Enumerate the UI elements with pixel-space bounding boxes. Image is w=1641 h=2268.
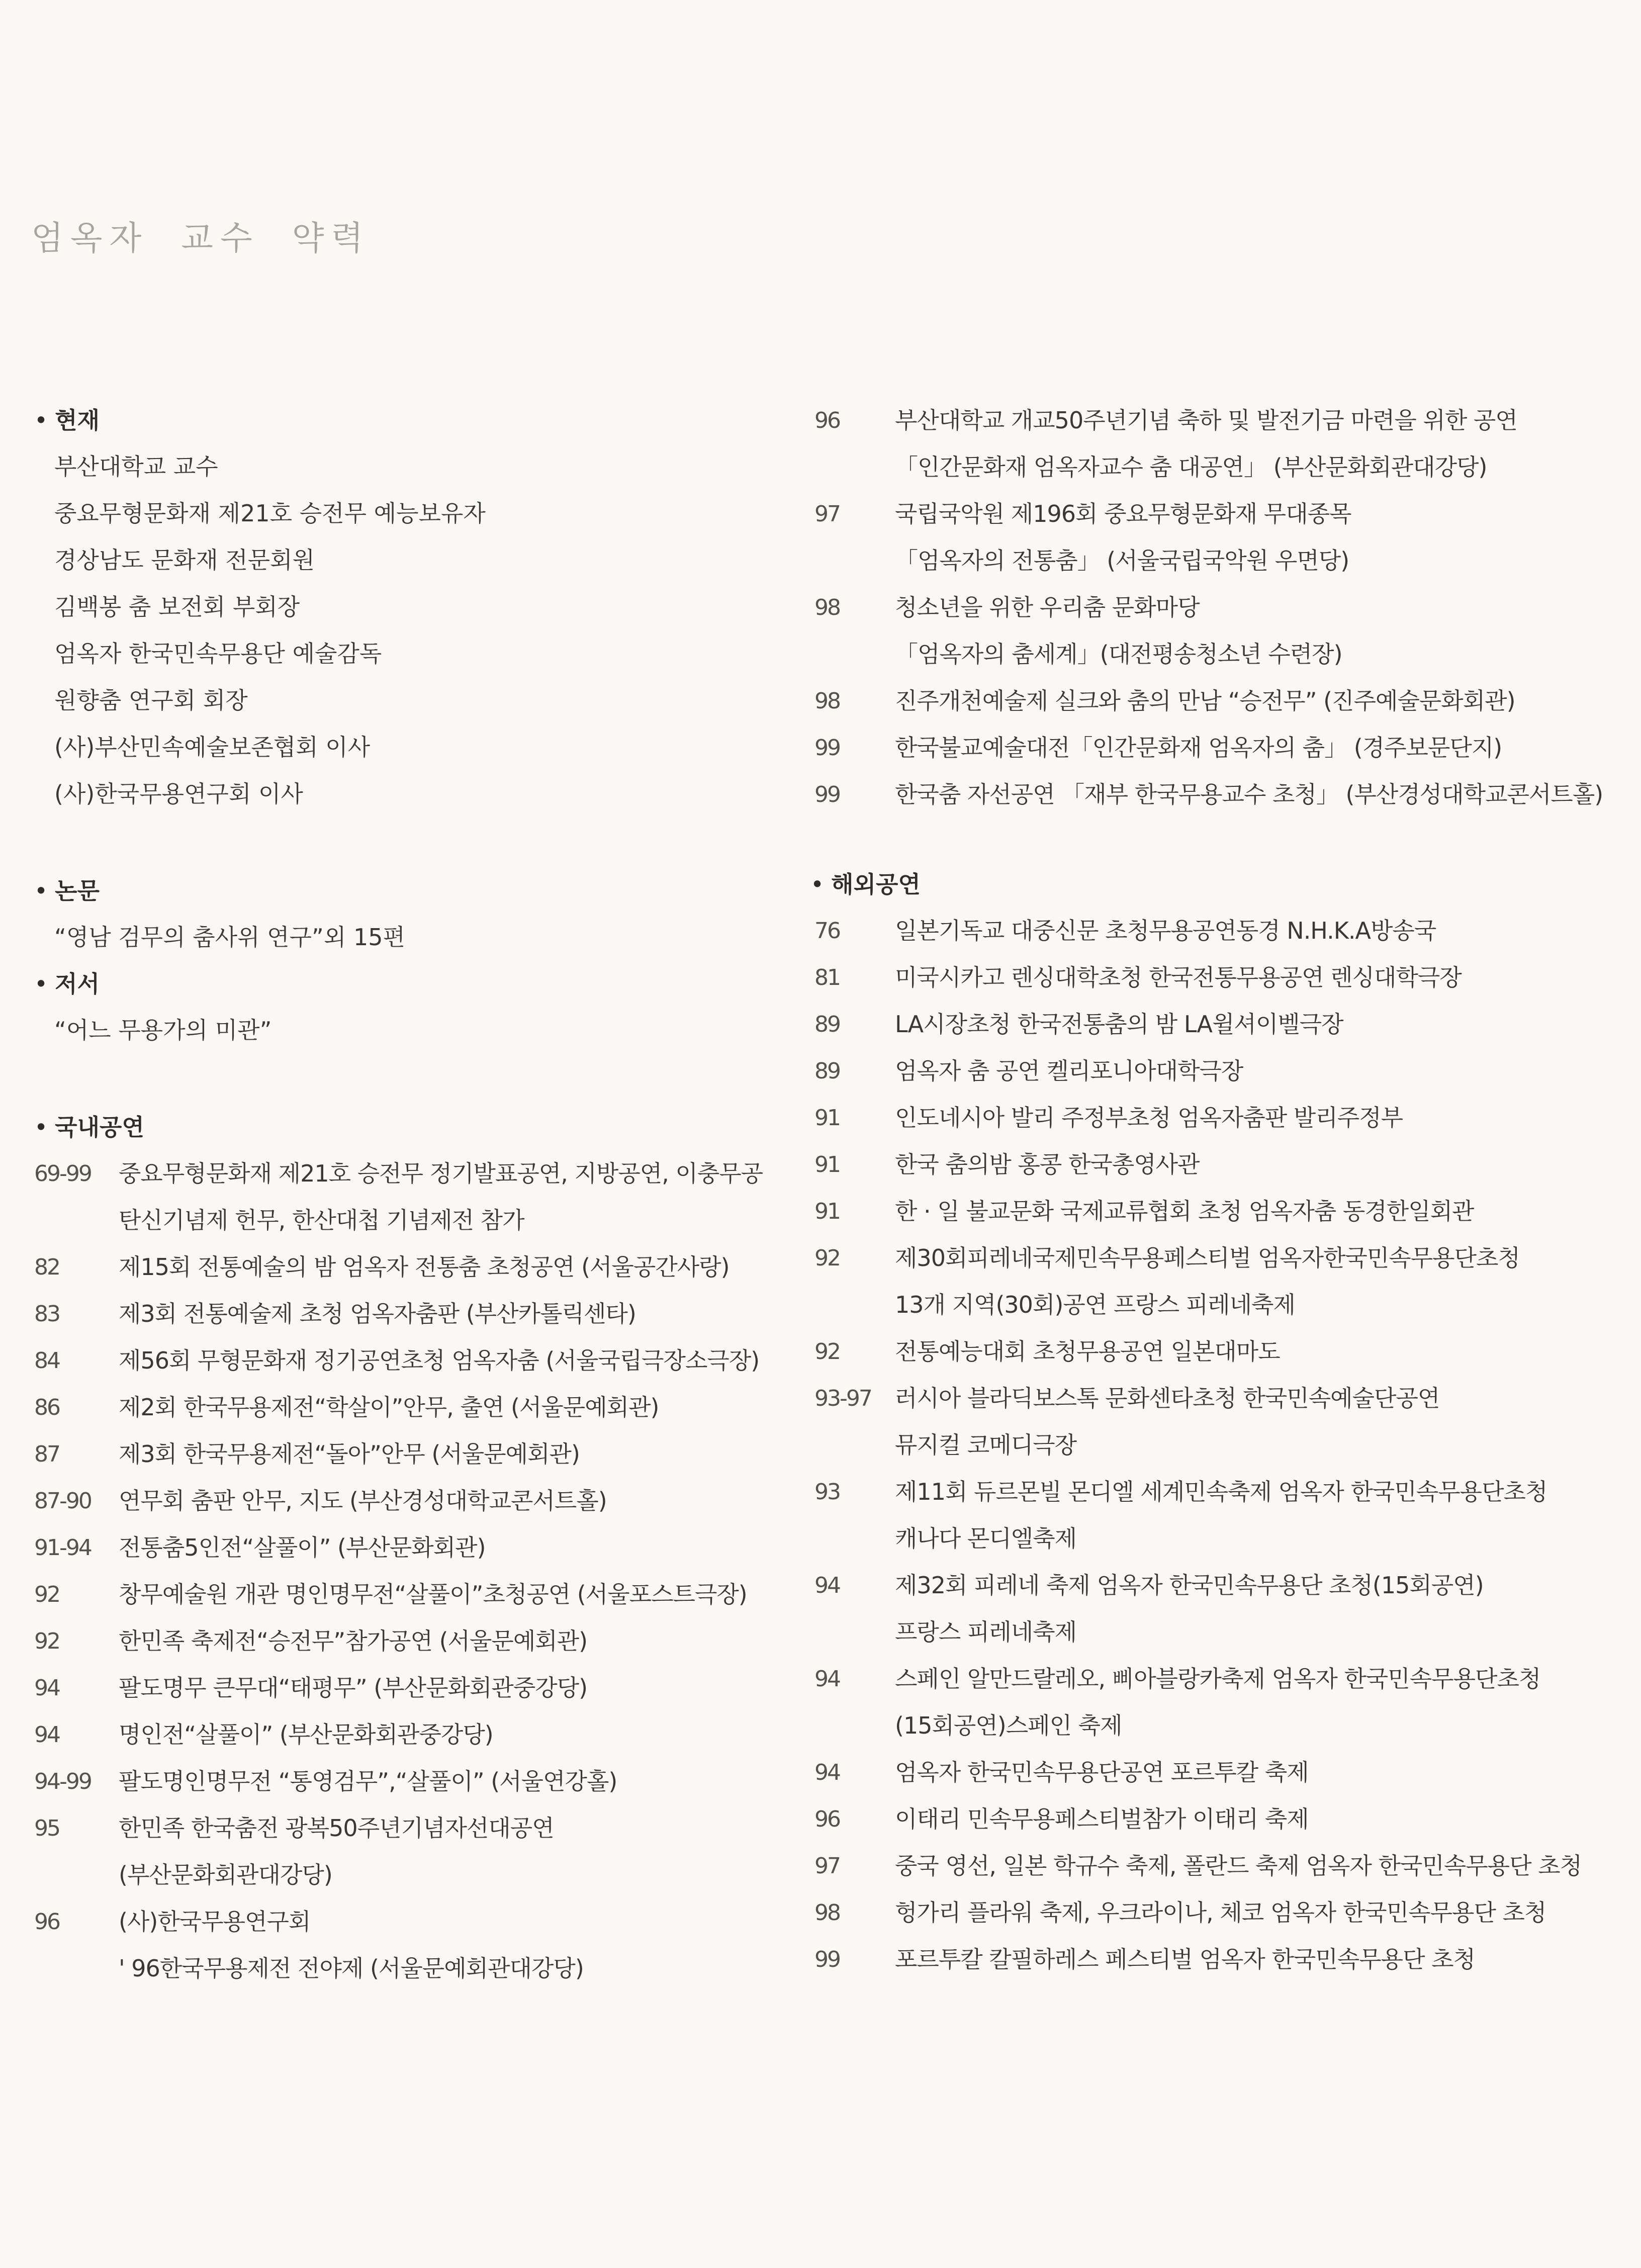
overseas-entry	[810, 1048, 1610, 1095]
entry-year: 97	[814, 1853, 840, 1879]
domestic-entry	[34, 1337, 778, 1384]
entry-year: 99	[814, 735, 840, 761]
overseas-entry	[810, 1141, 1610, 1188]
entry-text: 한민족 축제전“승전무”참가공연 (서울문예회관)	[119, 1627, 588, 1655]
entry-text: 국립국악원 제196회 중요무형문화재 무대종목	[895, 500, 1351, 527]
current-item: 김백봉 춤 보전회 부회장	[54, 593, 300, 620]
entry-year: 99	[814, 1947, 840, 1972]
entry-text: 창무예술원 개관 명인명무전“살풀이”초청공연 (서울포스트극장)	[119, 1581, 747, 1608]
domestic-entry	[34, 1150, 778, 1244]
domestic-entry	[34, 1571, 778, 1618]
overseas-entry	[810, 1235, 1610, 1328]
domestic-entry	[34, 1431, 778, 1478]
entry-year: 94	[814, 1573, 840, 1598]
entry-year: 96	[34, 1909, 59, 1935]
entry-year: 94	[34, 1722, 59, 1748]
entry-text: 제32회 피레네 축제 엄옥자 한국민속무용단 초청(15회공연)	[895, 1572, 1484, 1599]
entry-year: 96	[814, 408, 840, 433]
entry-year: 97	[814, 501, 840, 527]
entry-year: 81	[814, 965, 840, 990]
entry-text: 일본기독교 대중신문 초청무용공연동경 N.H.K.A방송국	[895, 917, 1436, 944]
overseas-entry	[810, 1936, 1610, 1983]
domestic-section	[34, 1104, 778, 1992]
entry-year: 87-90	[34, 1488, 91, 1514]
entry-year: 89	[814, 1058, 840, 1084]
entry-text: 한국불교예술대전「인간문화재 엄옥자의 춤」 (경주보문단지)	[895, 734, 1502, 761]
entry-text: 이태리 민속무용페스티벌참가 이태리 축제	[895, 1805, 1309, 1833]
entry-year: 82	[34, 1254, 59, 1280]
bullet-icon: •	[34, 407, 48, 434]
entry-year: 89	[814, 1012, 840, 1037]
entry-year: 99	[814, 782, 840, 807]
entry-year: 94	[814, 1760, 840, 1785]
entry-year: 93	[814, 1479, 840, 1505]
entry-text: 제2회 한국무용제전“학살이”안무, 출연 (서울문예회관)	[119, 1394, 659, 1421]
entry-year: 92	[814, 1245, 840, 1271]
section-title-papers: • 논문	[34, 868, 778, 914]
entry-year: 98	[814, 595, 840, 620]
entry-year: 76	[814, 918, 840, 944]
entry-year: 94	[34, 1675, 59, 1701]
overseas-entry	[810, 954, 1610, 1001]
entry-text: 한국 춤의밤 홍콩 한국총영사관	[895, 1151, 1200, 1178]
right-column	[810, 397, 1610, 1983]
entry-text: 포르투칼 칼필하레스 페스티벌 엄옥자 한국민속무용단 초청	[895, 1946, 1476, 1973]
domestic-entry	[34, 1618, 778, 1665]
entry-text: (부산문화회관대강당)	[119, 1861, 332, 1888]
domestic_cont-entry	[810, 584, 1610, 678]
entry-year: 98	[814, 688, 840, 714]
overseas-entry	[810, 1328, 1610, 1375]
entry-year: 91	[814, 1152, 840, 1177]
domestic-entry	[34, 1805, 778, 1898]
domestic-entry	[34, 1478, 778, 1524]
entry-text: 전통예능대회 초청무용공연 일본대마도	[895, 1338, 1280, 1365]
current-item: 엄옥자 한국민속무용단 예술감독	[54, 640, 382, 667]
overseas-entry	[810, 1095, 1610, 1141]
books-section	[34, 961, 778, 1054]
domestic-entry	[34, 1665, 778, 1711]
domestic-entry	[34, 1758, 778, 1805]
entry-text: 한국춤 자선공연 「재부 한국무용교수 초청」 (부산경성대학교콘서트홀)	[895, 781, 1603, 808]
overseas-section	[810, 861, 1610, 1983]
domestic-entry	[34, 1384, 778, 1431]
entry-year: 95	[34, 1816, 59, 1841]
section-title-overseas: • 해외공연	[810, 861, 1610, 908]
overseas-entry	[810, 908, 1610, 954]
section-title-books: • 저서	[34, 961, 778, 1007]
entry-text: 팔도명무 큰무대“태평무” (부산문화회관중강당)	[119, 1674, 588, 1701]
overseas-entry	[810, 1796, 1610, 1843]
entry-year: 69-99	[34, 1161, 91, 1187]
entry-text: 제56회 무형문화재 정기공연초청 엄옥자춤 (서울국립극장소극장)	[119, 1347, 760, 1374]
entry-text: 중요무형문화재 제21호 승전무 정기발표공연, 지방공연, 이충무공	[119, 1160, 763, 1187]
entry-year: 94	[814, 1666, 840, 1692]
books-item: “어느 무용가의 미관”	[54, 1017, 272, 1044]
domestic_cont-entry	[810, 491, 1610, 584]
entry-text: 「인간문화재 엄옥자교수 춤 대공연」 (부산문화회관대강당)	[895, 453, 1487, 481]
entry-text: 중국 영선, 일본 학규수 축제, 폴란드 축제 엄옥자 한국민속무용단 초청	[895, 1852, 1582, 1879]
overseas-entry	[810, 1889, 1610, 1936]
domestic_cont-entry	[810, 678, 1610, 724]
entry-year: 98	[814, 1900, 840, 1926]
overseas-entry	[810, 1562, 1610, 1656]
entry-text: 청소년을 위한 우리춤 문화마당	[895, 594, 1200, 621]
entry-text: 러시아 블라딕보스톡 문화센타초청 한국민속예술단공연	[895, 1385, 1440, 1412]
entry-text: 스페인 알만드랄레오, 삐아블랑카축제 엄옥자 한국민속무용단초청	[895, 1665, 1541, 1692]
overseas-entry	[810, 1375, 1610, 1469]
entry-text: 한민족 한국춤전 광복50주년기념자선대공연	[119, 1815, 554, 1842]
current-item: (사)한국무용연구회 이사	[54, 780, 303, 807]
section-title-current: • 현재	[34, 397, 778, 443]
entry-year: 86	[34, 1395, 59, 1420]
entry-text: (사)한국무용연구회	[119, 1908, 311, 1935]
overseas-entry	[810, 1749, 1610, 1796]
overseas-entry	[810, 1656, 1610, 1749]
entry-text: (15회공연)스페인 축제	[895, 1712, 1122, 1739]
entry-text: 제3회 전통예술제 초청 엄옥자춤판 (부산카톨릭센타)	[119, 1300, 636, 1327]
overseas-entry	[810, 1469, 1610, 1562]
entry-year: 83	[34, 1301, 59, 1327]
entry-text: 엄옥자 춤 공연 켈리포니아대학극장	[895, 1057, 1243, 1084]
entry-text: 인도네시아 발리 주정부초청 엄옥자춤판 발리주정부	[895, 1104, 1403, 1131]
entry-text: 캐나다 몬디엘축제	[895, 1525, 1077, 1552]
current-section	[34, 397, 778, 818]
overseas-entry	[810, 1843, 1610, 1889]
current-item: 원향춤 연구회 회장	[54, 687, 248, 714]
entry-year: 96	[814, 1806, 840, 1832]
page-title: 엄옥자 교수 약력	[31, 219, 371, 257]
entry-text: 전통춤5인전“살풀이” (부산문화회관)	[119, 1534, 486, 1561]
bullet-icon: •	[34, 970, 48, 997]
entry-year: 94-99	[34, 1769, 91, 1794]
entry-text: 뮤지컬 코메디극장	[895, 1431, 1077, 1459]
entry-text: 미국시카고 렌싱대학초청 한국전통무용공연 렌싱대학극장	[895, 964, 1462, 991]
papers-item: “영남 검무의 춤사위 연구”외 15편	[54, 924, 405, 951]
entry-year: 93-97	[814, 1386, 871, 1411]
entry-text: ' 96한국무용제전 전야제 (서울문예회관대강당)	[119, 1955, 584, 1982]
entry-year: 92	[34, 1628, 59, 1654]
domestic-entry	[34, 1244, 778, 1291]
entry-year: 84	[34, 1348, 59, 1374]
domestic-entry	[34, 1711, 778, 1758]
bullet-icon: •	[34, 877, 48, 904]
current-item: 경상남도 문화재 전문회원	[54, 547, 315, 574]
current-item: 중요무형문화재 제21호 승전무 예능보유자	[54, 500, 486, 527]
entry-text: 한 · 일 불교문화 국제교류협회 초청 엄옥자춤 동경한일회관	[895, 1198, 1474, 1225]
entry-text: 「엄옥자의 전통춤」 (서울국립국악원 우면당)	[895, 547, 1349, 574]
entry-text: 13개 지역(30회)공연 프랑스 피레네축제	[895, 1291, 1295, 1318]
entry-text: 탄신기념제 헌무, 한산대첩 기념제전 참가	[119, 1207, 524, 1234]
entry-year: 91-94	[34, 1535, 91, 1561]
domestic-entry	[34, 1898, 778, 1992]
domestic_cont-entry	[810, 724, 1610, 771]
entry-text: 엄옥자 한국민속무용단공연 포르투칼 축제	[895, 1759, 1309, 1786]
current-item: (사)부산민속예술보존협회 이사	[54, 734, 371, 761]
domestic_cont-entry	[810, 397, 1610, 491]
domestic-cont-section	[810, 397, 1610, 818]
overseas-entry	[810, 1188, 1610, 1235]
entry-text: 명인전“살풀이” (부산문화회관중강당)	[119, 1721, 493, 1748]
domestic_cont-entry	[810, 771, 1610, 818]
entry-text: 팔도명인명무전 “통영검무”,“살풀이” (서울연강홀)	[119, 1768, 617, 1795]
entry-text: 「엄옥자의 춤세계」(대전평송청소년 수련장)	[895, 641, 1342, 668]
bullet-icon: •	[34, 1114, 48, 1141]
entry-text: 제30회피레네국제민속무용페스티벌 엄옥자한국민속무용단초청	[895, 1244, 1520, 1272]
entry-year: 91	[814, 1199, 840, 1224]
entry-year: 91	[814, 1105, 840, 1131]
bullet-icon: •	[810, 871, 825, 898]
entry-text: 제15회 전통예술의 밤 엄옥자 전통춤 초청공연 (서울공간사랑)	[119, 1253, 730, 1281]
entry-text: 진주개천예술제 실크와 춤의 만남 “승전무” (진주예술문화회관)	[895, 687, 1515, 714]
entry-text: 제3회 한국무용제전“돌아”안무 (서울문예회관)	[119, 1440, 580, 1468]
entry-year: 92	[34, 1582, 59, 1607]
entry-text: 제11회 듀르몬빌 몬디엘 세계민속축제 엄옥자 한국민속무용단초청	[895, 1478, 1547, 1505]
papers-section	[34, 868, 778, 961]
current-item: 부산대학교 교수	[54, 453, 218, 480]
domestic-entry	[34, 1524, 778, 1571]
entry-text: 연무회 춤판 안무, 지도 (부산경성대학교콘서트홀)	[119, 1487, 607, 1514]
entry-text: 프랑스 피레네축제	[895, 1618, 1077, 1646]
section-title-domestic: • 국내공연	[34, 1104, 778, 1150]
overseas-entry	[810, 1001, 1610, 1048]
entry-year: 92	[814, 1339, 840, 1365]
entry-text: LA시장초청 한국전통춤의 밤 LA윌셔이벨극장	[895, 1011, 1343, 1038]
entry-year: 87	[34, 1441, 59, 1467]
entry-text: 헝가리 플라워 축제, 우크라이나, 체코 엄옥자 한국민속무용단 초청	[895, 1899, 1546, 1926]
left-column	[34, 397, 778, 1992]
domestic-entry	[34, 1291, 778, 1337]
entry-text: 부산대학교 개교50주년기념 축하 및 발전기금 마련을 위한 공연	[895, 407, 1517, 434]
